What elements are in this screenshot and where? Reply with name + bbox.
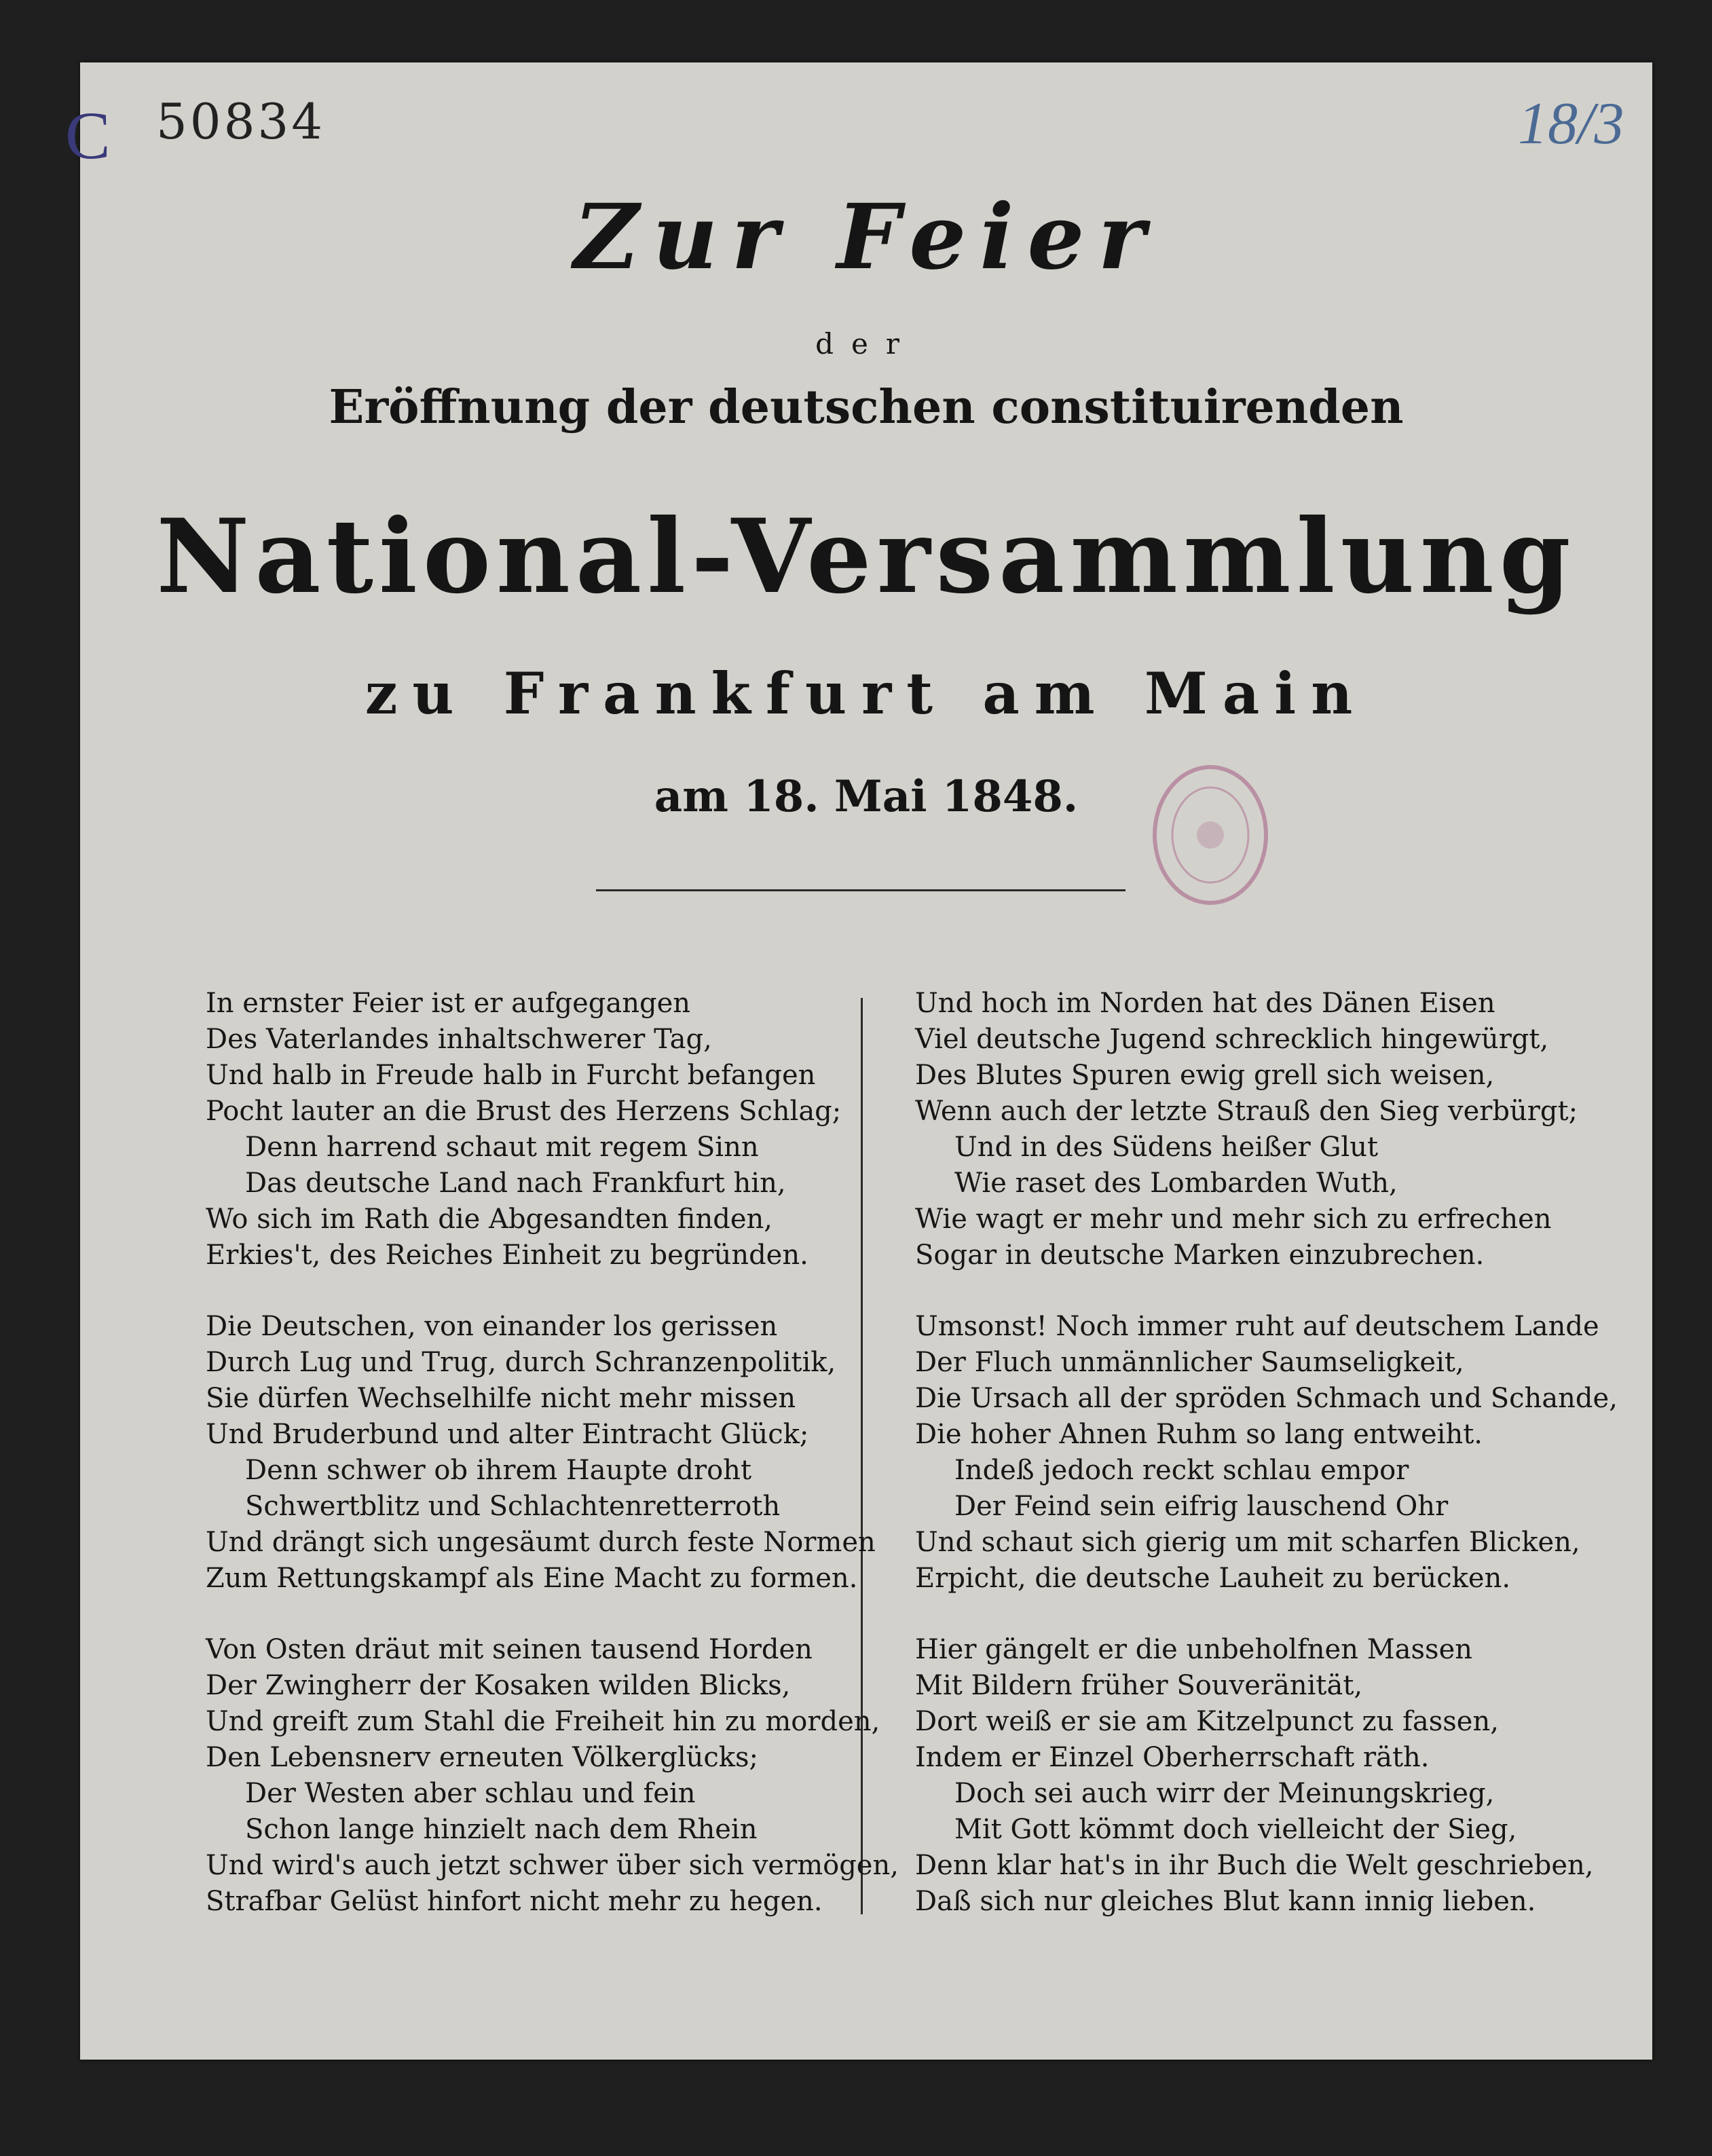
poem-line: Strafbar Gelüst hinfort nicht mehr zu hegen. [206,1886,823,1917]
poem-stanza [915,1632,1635,1920]
poem-stanza [206,986,844,1274]
poem-line: Indem er Einzel Oberherrschaft räth. [915,1742,1430,1773]
poem-line: Der Zwingherr der Kosaken wilden Blicks, [206,1670,791,1701]
poem-line: Hier gängelt er die unbeholfnen Massen [915,1634,1472,1665]
poem-line: In ernster Feier ist er aufgegangen [206,988,691,1019]
title-national-versammlung: National-Versammlung [156,497,1576,616]
poem-line: Pocht lauter an die Brust des Herzens Schlag; [206,1096,842,1127]
poem-line: Das deutsche Land nach Frankfurt hin, [245,1168,786,1199]
poem-line: Mit Bildern früher Souveränität, [915,1670,1363,1701]
poem-line: Der Fluch unmännlicher Saumseligkeit, [915,1347,1464,1378]
poem-line: Der Feind sein eifrig lauschend Ohr [954,1491,1449,1522]
poem-line: Sogar in deutsche Marken einzubrechen. [915,1240,1485,1271]
pencil-annotation: 18/3 [1518,91,1624,157]
poem-line: Wie wagt er mehr und mehr sich zu erfrechen [915,1204,1552,1235]
poem-line: Und Bruderbund und alter Eintracht Glück; [206,1419,809,1450]
title-zur-feier: Zur Feier [574,185,1159,290]
poem-line: Zum Rettungskampf als Eine Macht zu formen. [206,1563,858,1594]
poem-line: Erkies't, des Reiches Einheit zu begründen. [206,1240,808,1271]
poem-column-left [206,986,899,1955]
poem-line: Denn harrend schaut mit regem Sinn [245,1132,759,1163]
poem-line: Des Blutes Spuren ewig grell sich weisen, [915,1060,1495,1091]
poem-line: Daß sich nur gleiches Blut kann innig lieben. [915,1886,1536,1917]
poem-stanza [915,986,1635,1274]
poem-line: Und drängt sich ungesäumt durch feste Normen [206,1527,876,1558]
poem-line: Die Deutschen, von einander los gerissen [206,1311,778,1342]
title-der: der [815,327,917,360]
archive-signature-letter: C [65,98,111,173]
poem-line: Mit Gott kömmt doch vielleicht der Sieg, [954,1814,1517,1845]
title-eroeffnung: Eröffnung der deutschen constituirenden [329,380,1404,434]
poem-line: Und hoch im Norden hat des Dänen Eisen [915,988,1495,1019]
poem-line: Und schaut sich gierig um mit scharfen Blicken, [915,1527,1580,1558]
poem-line: Viel deutsche Jugend schrecklich hingewürgt, [915,1024,1549,1055]
poem-line: Denn schwer ob ihrem Haupte droht [245,1455,752,1486]
poem-line: Und greift zum Stahl die Freiheit hin zu morden, [206,1706,880,1737]
broadsheet-page [65,62,1652,2060]
column-rule [861,998,863,1914]
title-date: am 18. Mai 1848. [654,771,1079,822]
poem-line: Wenn auch der letzte Strauß den Sieg verbürgt; [915,1096,1578,1127]
title-divider [596,889,1125,891]
poem-line: Schwertblitz und Schlachtenretterroth [245,1491,781,1522]
poem-line: Und in des Südens heißer Glut [954,1132,1379,1163]
poem-line: Die Ursach all der spröden Schmach und Schande, [915,1383,1618,1414]
poem-line: Den Lebensnerv erneuten Völkerglücks; [206,1742,759,1773]
poem-stanza [915,1309,1635,1597]
poem-line: Durch Lug und Trug, durch Schranzenpolitik, [206,1347,836,1378]
poem-line: Erpicht, die deutsche Lauheit zu berücken. [915,1563,1511,1594]
poem-line: Umsonst! Noch immer ruht auf deutschem Lande [915,1311,1599,1342]
poem-stanza [206,1632,899,1920]
poem-line: Dort weiß er sie am Kitzelpunct zu fassen, [915,1706,1499,1737]
poem-line: Des Vaterlandes inhaltschwerer Tag, [206,1024,712,1055]
title-frankfurt: zu Frankfurt am Main [365,660,1368,727]
poem-line: Von Osten dräut mit seinen tausend Horden [206,1634,813,1665]
poem-column-right [915,986,1635,1955]
poem-line: Denn klar hat's in ihr Buch die Welt geschrieben, [915,1850,1594,1881]
poem-line: Doch sei auch wirr der Meinungskrieg, [954,1778,1495,1809]
poem-line: Sie dürfen Wechselhilfe nicht mehr missen [206,1383,796,1414]
poem-stanza [206,1309,876,1597]
poem-line: Und halb in Freude halb in Furcht befangen [206,1060,816,1091]
archive-number: 50834 [156,93,326,150]
poem-line: Wo sich im Rath die Abgesandten finden, [206,1204,773,1235]
poem-line: Und wird's auch jetzt schwer über sich vermögen, [206,1850,899,1881]
poem-line: Indeß jedoch reckt schlau empor [954,1455,1409,1486]
poem-line: Schon lange hinzielt nach dem Rhein [245,1814,758,1845]
poem-line: Die hoher Ahnen Ruhm so lang entweiht. [915,1419,1483,1450]
poem-line: Der Westen aber schlau und fein [245,1778,696,1809]
poem-line: Wie raset des Lombarden Wuth, [954,1168,1398,1199]
